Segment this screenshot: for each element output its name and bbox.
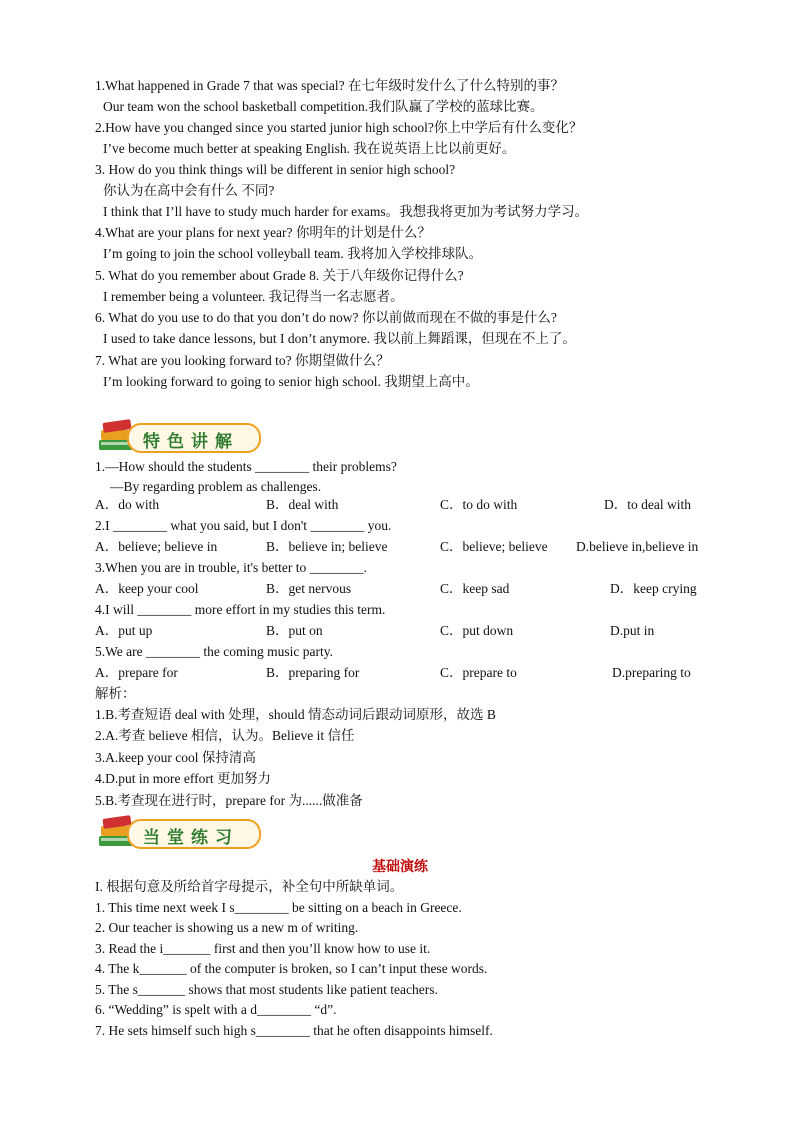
banner-title: 特色讲解	[143, 432, 239, 452]
mcq-3-option-c: C．keep sad	[440, 581, 510, 596]
mcq-5-option-d: D.preparing to	[612, 665, 691, 680]
analysis-item-5: 5.B.考查现在进行时，prepare for 为......做准备	[95, 793, 363, 808]
analysis-item-2: 2.A.考查 believe 相信，认为。Believe it 信任	[95, 728, 355, 743]
analysis-item-1: 1.B.考查短语 deal with 处理，should 情态动词后跟动词原形，故选 B	[95, 707, 496, 722]
mcq-3-option-a: A．keep your cool	[95, 581, 199, 596]
mcq-4-option-b: B．put on	[266, 623, 323, 638]
qa-answer-1: Our team won the school basketball competition.我们队赢了学校的蓝球比赛。	[103, 99, 544, 114]
mcq-5-option-b: B．preparing for	[266, 665, 360, 680]
mcq-2-option-a: A．believe; believe in	[95, 539, 218, 554]
section-banner-practice	[95, 812, 265, 852]
mcq-1-option-d: D．to deal with	[604, 497, 691, 512]
qa-answer-7: I’m looking forward to going to senior high school. 我期望上高中。	[103, 374, 479, 389]
mcq-3-option-b: B．get nervous	[266, 581, 352, 596]
mcq-question-2: 2.I ________ what you said, but I don't ________ you.	[95, 518, 392, 533]
qa-question-7: 7. What are you looking forward to? 你期望做什么？	[95, 353, 390, 368]
mcq-question-1: 1.—How should the students ________ their problems?	[95, 459, 397, 474]
practice-item-3: 3. Read the i_______ first and then you’ll know how to use it.	[95, 941, 431, 956]
qa-question-6: 6. What do you use to do that you don’t do now? 你以前做而现在不做的事是什么?	[95, 310, 557, 325]
mcq-question-1-answer-line: —By regarding problem as challenges.	[110, 479, 322, 494]
practice-item-6: 6. “Wedding” is spelt with a d________ “d”.	[95, 1002, 337, 1017]
qa-question-1: 1.What happened in Grade 7 that was special? 在七年级时发什么了什么特别的事？	[95, 78, 565, 93]
banner-pill	[127, 423, 261, 453]
mcq-3-option-d: D．keep crying	[610, 581, 697, 596]
mcq-question-4: 4.I will ________ more effort in my studies this term.	[95, 602, 386, 617]
mcq-question-5: 5.We are ________ the coming music party.	[95, 644, 333, 659]
mcq-2-option-b: B．believe in; believe	[266, 539, 388, 554]
practice-item-1: 1. This time next week I s________ be sitting on a beach in Greece.	[95, 900, 462, 915]
qa-question-4: 4.What are your plans for next year? 你明年的计划是什么？	[95, 225, 431, 240]
analysis-item-4: 4.D.put in more effort 更加努力	[95, 771, 271, 786]
qa-question-2: 2.How have you changed since you started junior high school?你上中学后有什么变化？	[95, 120, 583, 135]
mcq-4-option-a: A．put up	[95, 623, 153, 638]
qa-question-3-cn: 你认为在高中会有什么 不同?	[103, 183, 275, 198]
practice-item-7: 7. He sets himself such high s________ that he often disappoints himself.	[95, 1023, 493, 1038]
practice-item-4: 4. The k_______ of the computer is broken, so I can’t input these words.	[95, 961, 488, 976]
banner-pill	[127, 819, 261, 849]
qa-answer-3: I think that I’ll have to study much harder for exams。我想我将更加为考试努力学习。	[103, 204, 589, 219]
mcq-1-option-c: C．to do with	[440, 497, 518, 512]
qa-answer-2: I’ve become much better at speaking English. 我在说英语上比以前更好。	[103, 141, 516, 156]
mcq-4-option-c: C．put down	[440, 623, 514, 638]
qa-answer-6: I used to take dance lessons, but I don’t anymore. 我以前上舞蹈课，但现在不上了。	[103, 331, 576, 346]
mcq-4-option-d: D.put in	[610, 623, 655, 638]
practice-item-5: 5. The s_______ shows that most students like patient teachers.	[95, 982, 438, 997]
qa-question-5: 5. What do you remember about Grade 8. 关于八年级你记得什么?	[95, 268, 464, 283]
mcq-question-3: 3.When you are in trouble, it's better to ________.	[95, 560, 367, 575]
mcq-5-option-c: C．prepare to	[440, 665, 517, 680]
mcq-1-option-b: B．deal with	[266, 497, 339, 512]
section-banner-features	[95, 416, 265, 456]
practice-item-2: 2. Our teacher is showing us a new m of writing.	[95, 920, 359, 935]
qa-answer-4: I’m going to join the school volleyball team. 我将加入学校排球队。	[103, 246, 483, 261]
mcq-5-option-a: A．prepare for	[95, 665, 178, 680]
qa-question-3: 3. How do you think things will be different in senior high school?	[95, 162, 456, 177]
banner-title: 当堂练习	[143, 828, 239, 848]
mcq-2-option-c: C．believe; believe	[440, 539, 548, 554]
analysis-title: 解析：	[95, 686, 136, 701]
mcq-2-option-d: D.believe in,believe in	[576, 539, 699, 554]
analysis-item-3: 3.A.keep your cool 保持清高	[95, 750, 256, 765]
qa-answer-5: I remember being a volunteer. 我记得当一名志愿者。	[103, 289, 404, 304]
practice-title: 基础演练	[372, 859, 428, 875]
mcq-1-option-a: A．do with	[95, 497, 160, 512]
practice-instructions: I. 根据句意及所给首字母提示，补全句中所缺单词。	[95, 879, 404, 894]
